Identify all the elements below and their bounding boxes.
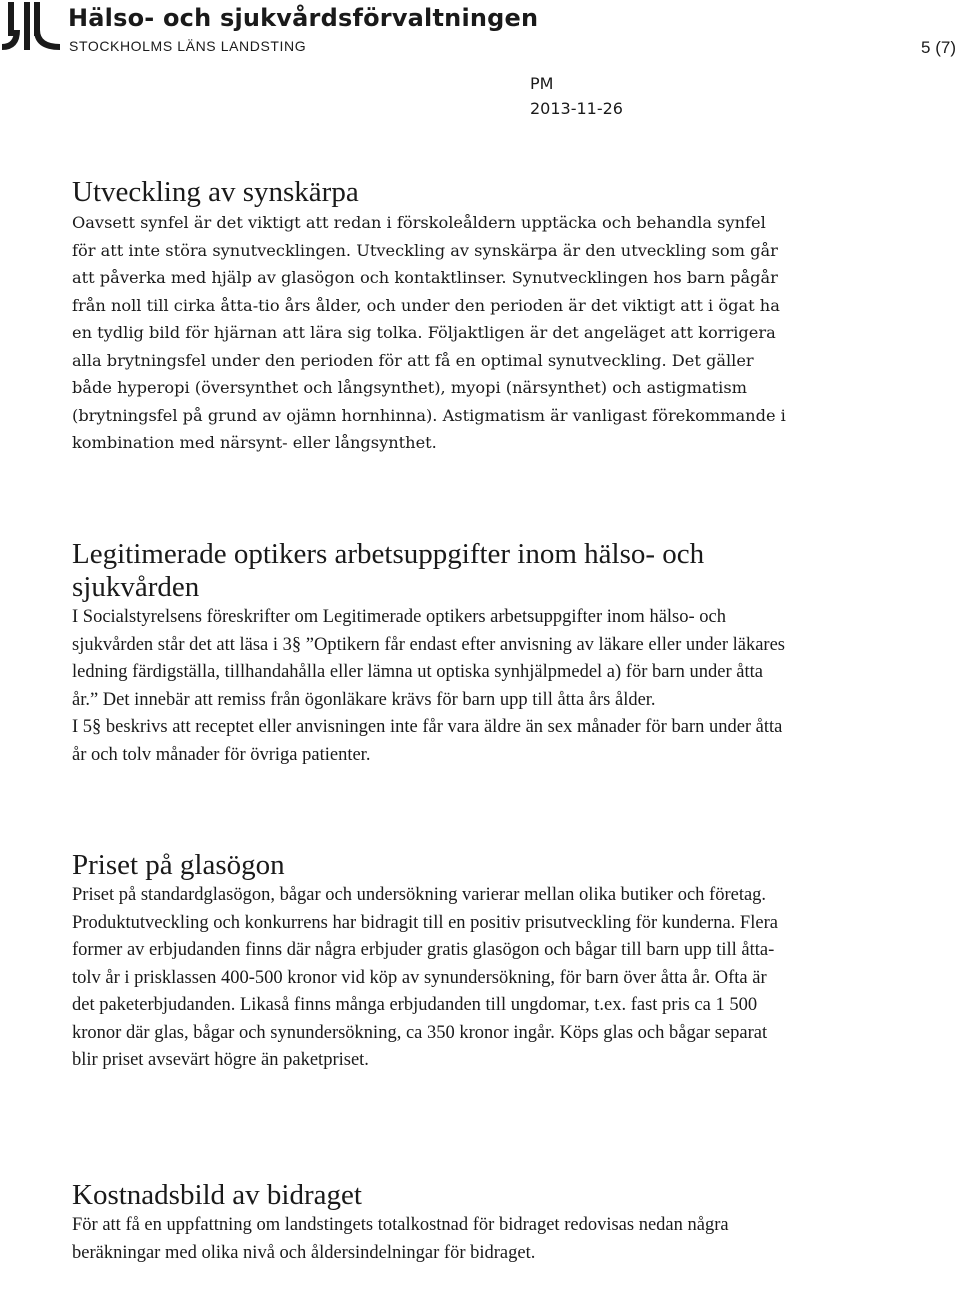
organization-name: Hälso- och sjukvårdsförvaltningen [68,4,539,32]
section-paragraph: För att få en uppfattning om landstingets totalkostnad för bidraget redovisas nedan några beräkningar med olika nivå och åldersindelningar för bidraget. [72,1215,729,1263]
section-heading: Kostnadsbild av bidraget [72,1179,362,1211]
section-paragraph: Oavsett synfel är det viktigt att redan i förskoleåldern upptäcka och behandla synfel för att inte störa synutvecklingen. Utveckling av synskärpa är den utveckling som går att påverka med hjälp av glasögon och kontaktlinser. Synutvecklingen hos barn pågår från noll till cirka åtta-tio års ålder, och under den perioden är det viktigt att i ögat ha en tydlig bild för hjärnan att lära sig tolka. Följaktligen är det angeläget att korrigera alla brytningsfel under den perioden för att få en optimal synutveckling. Det gäller både hyperopi (översynthet och långsynthet), myopi (närsynthet) och astigmatism (brytningsfel på grund av ojämn hornhinna). Astigmatism är vanligast förekommande i kombination med närsynt- eller långsynthet. [72,213,786,452]
section-paragraph: Priset på standardglasögon, bågar och undersökning varierar mellan olika butiker och företag. Produktutveckling och konkurrens har bidragit till en positiv prisutveckling för kunderna. Flera former av erbjudanden finns där några erbjuder gratis glasögon och bågar till barn upp till åtta-tolv år i prisklassen 400-500 kronor vid köp av synundersökning, för barn över åtta år. Ofta är det paketerbjudanden. Likaså finns många erbjudanden till ungdomar, t.ex. fast pris ca 1 500 kronor där glas, bågar och synundersökning, ca 350 kronor ingår. Köps glas och bågar separat blir priset avsevärt högre än paketpriset. [72,885,778,1070]
section-paragraph: I 5§ beskrivs att receptet eller anvisningen inte får vara äldre än sex månader för barn under åtta år och tolv månader för övriga patienter. [72,717,783,765]
page-header [0,0,960,60]
section-kostnadsbild [72,1179,792,1267]
page-number: 5 (7) [921,38,956,57]
section-heading: Utveckling av synskärpa [72,176,359,208]
section-optiker-arbetsuppgifter [72,538,792,769]
section-priset-glasogon [72,849,792,1075]
section-heading: Legitimerade optikers arbetsuppgifter inom hälso- och sjukvården [72,538,705,603]
section-heading: Priset på glasögon [72,849,285,881]
document-type: PM [530,74,554,93]
organization-subtitle: STOCKHOLMS LÄNS LANDSTING [69,38,307,54]
section-synskarpa [72,176,792,457]
landsting-logo-icon [2,2,60,50]
section-paragraph: I Socialstyrelsens föreskrifter om Legitimerade optikers arbetsuppgifter inom hälso- och sjukvården står det att läsa i 3§ ”Optikern får endast efter anvisning av läkare eller under läkares ledning färdigställa, tillhandahålla eller lämna ut optiska synhjälpmedel a) för barn under åtta år.” Det innebär att remiss från ögonläkare krävs för barn upp till åtta års ålder. [72,607,785,710]
document-date: 2013-11-26 [530,99,623,118]
